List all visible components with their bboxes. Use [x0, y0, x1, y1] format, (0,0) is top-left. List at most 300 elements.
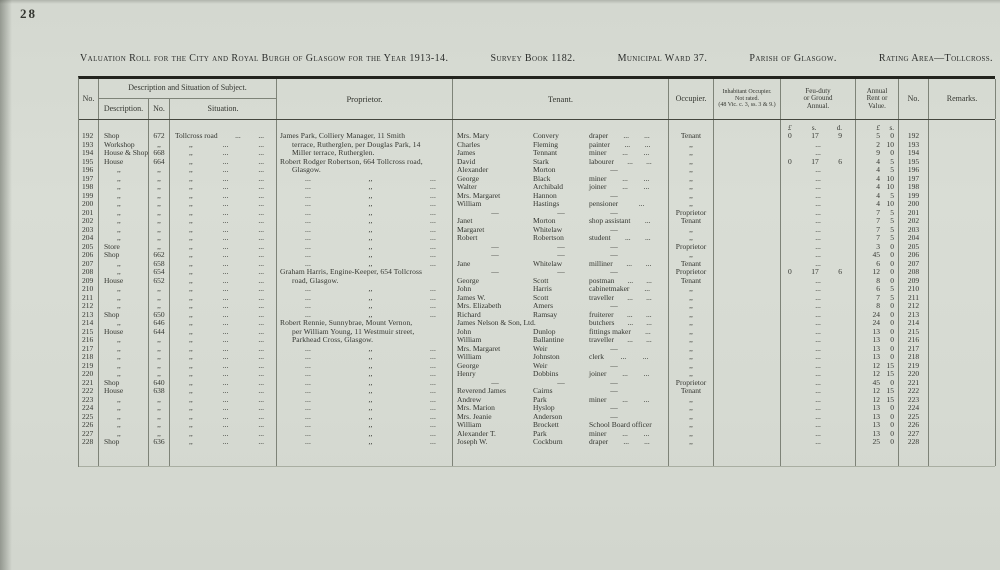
cell-feu-duty: ... — [781, 200, 856, 209]
cell-description: House — [99, 158, 149, 167]
cell-annual-rent: 6 5 — [856, 285, 899, 294]
cell-situation: ,, ... ... — [170, 200, 277, 209]
cell-tenant: Richard Ramsay fruiterer ... ... — [453, 311, 669, 320]
table-header — [79, 79, 995, 120]
cell-entry-no: 204 — [79, 234, 99, 243]
cell-tenant: Reverend James Cairns — — [453, 387, 669, 396]
cell-entry-no-right: 218 — [899, 353, 929, 362]
cell-proprietor: ... ,, ... — [277, 175, 453, 184]
cell-remarks — [929, 234, 996, 243]
cell-inhabitant-occupier — [714, 285, 781, 294]
cell-street-no: ,, — [149, 370, 170, 379]
cell-inhabitant-occupier — [714, 404, 781, 413]
cell-tenant: Mrs. Mary Convery draper ... ... — [453, 132, 669, 141]
cell-description: ,, — [99, 294, 149, 303]
cell-entry-no: 218 — [79, 353, 99, 362]
cell-street-no: ,, — [149, 183, 170, 192]
cell-entry-no: 227 — [79, 430, 99, 439]
cell-proprietor: ... ,, ... — [277, 200, 453, 209]
table-footer-space — [79, 447, 995, 467]
cell-description: Shop — [99, 438, 149, 447]
cell-remarks — [929, 396, 996, 405]
cell-inhabitant-occupier — [714, 379, 781, 388]
cell-occupier: ,, — [669, 311, 714, 320]
cell-annual-rent: 13 0 — [856, 336, 899, 345]
cell-entry-no: 223 — [79, 396, 99, 405]
cell-entry-no-right: 196 — [899, 166, 929, 175]
cell-annual-rent: 7 5 — [856, 217, 899, 226]
cell-entry-no-right: 192 — [899, 132, 929, 141]
header-feu-duty: Feu-duty or Ground Annual. — [781, 79, 856, 119]
cell-inhabitant-occupier — [714, 311, 781, 320]
cell-inhabitant-occupier — [714, 234, 781, 243]
cell-entry-no-right: 202 — [899, 217, 929, 226]
cell-inhabitant-occupier — [714, 226, 781, 235]
cell-feu-duty: ... — [781, 370, 856, 379]
cell-entry-no: 219 — [79, 362, 99, 371]
cell-entry-no: 209 — [79, 277, 99, 286]
cell-feu-duty: ... — [781, 421, 856, 430]
cell-description: ,, — [99, 370, 149, 379]
cell-occupier: ,, — [669, 421, 714, 430]
cell-entry-no: 212 — [79, 302, 99, 311]
cell-street-no: 654 — [149, 268, 170, 277]
cell-street-no: 662 — [149, 251, 170, 260]
cell-tenant: — — — — [453, 379, 669, 388]
cell-annual-rent: 3 0 — [856, 243, 899, 252]
cell-proprietor: ... ,, ... — [277, 362, 453, 371]
cell-occupier: Proprietor — [669, 243, 714, 252]
cell-feu-duty: ... — [781, 404, 856, 413]
cell-inhabitant-occupier — [714, 183, 781, 192]
cell-situation: ,, ... ... — [170, 183, 277, 192]
cell-feu-duty: ... — [781, 379, 856, 388]
cell-feu-duty: ... — [781, 294, 856, 303]
cell-inhabitant-occupier — [714, 209, 781, 218]
cell-inhabitant-occupier — [714, 243, 781, 252]
cell-situation: ,, ... ... — [170, 438, 277, 447]
cell-inhabitant-occupier — [714, 132, 781, 141]
cell-remarks — [929, 319, 996, 328]
cell-annual-rent: 8 0 — [856, 277, 899, 286]
cell-entry-no-right: 214 — [899, 319, 929, 328]
cell-situation: ,, ... ... — [170, 243, 277, 252]
cell-feu-duty: ... — [781, 183, 856, 192]
cell-remarks — [929, 183, 996, 192]
cell-annual-rent: 4 10 — [856, 175, 899, 184]
cell-tenant: William Johnston clerk ... ... — [453, 353, 669, 362]
cell-proprietor: ... ,, ... — [277, 353, 453, 362]
cell-occupier: ,, — [669, 438, 714, 447]
cell-annual-rent: 13 0 — [856, 404, 899, 413]
cell-street-no: 638 — [149, 387, 170, 396]
cell-feu-duty: ... — [781, 209, 856, 218]
cell-remarks — [929, 141, 996, 150]
cell-occupier: ,, — [669, 200, 714, 209]
cell-entry-no-right: 213 — [899, 311, 929, 320]
cell-proprietor: ... ,, ... — [277, 302, 453, 311]
cell-annual-rent: 13 0 — [856, 430, 899, 439]
cell-feu-duty: ... — [781, 217, 856, 226]
cell-remarks — [929, 438, 996, 447]
cell-inhabitant-occupier — [714, 158, 781, 167]
cell-remarks — [929, 149, 996, 158]
cell-description: House — [99, 387, 149, 396]
cell-occupier: ,, — [669, 158, 714, 167]
cell-remarks — [929, 277, 996, 286]
cell-situation: ,, ... ... — [170, 294, 277, 303]
cell-entry-no: 228 — [79, 438, 99, 447]
cell-feu-duty: ... — [781, 319, 856, 328]
header-annual-rent: Annual Rent or Value. — [856, 79, 899, 119]
cell-annual-rent: 4 5 — [856, 158, 899, 167]
cell-entry-no-right: 215 — [899, 328, 929, 337]
cell-annual-rent: 45 0 — [856, 379, 899, 388]
rent-units: £ s. — [856, 120, 899, 132]
cell-remarks — [929, 336, 996, 345]
cell-street-no: 668 — [149, 149, 170, 158]
cell-proprietor: ... ,, ... — [277, 183, 453, 192]
cell-feu-duty: ... — [781, 311, 856, 320]
cell-inhabitant-occupier — [714, 302, 781, 311]
cell-situation: ,, ... ... — [170, 285, 277, 294]
cell-tenant: William Brockett School Board officer — [453, 421, 669, 430]
cell-proprietor: ... ,, ... — [277, 421, 453, 430]
cell-feu-duty: ... — [781, 234, 856, 243]
cell-description: ,, — [99, 217, 149, 226]
cell-inhabitant-occupier — [714, 413, 781, 422]
cell-street-no: ,, — [149, 404, 170, 413]
cell-description: Shop — [99, 251, 149, 260]
cell-description: ,, — [99, 260, 149, 269]
cell-entry-no-right: 197 — [899, 175, 929, 184]
cell-tenant: Margaret Whitelaw — — [453, 226, 669, 235]
cell-entry-no: 226 — [79, 421, 99, 430]
cell-entry-no-right: 194 — [899, 149, 929, 158]
cell-entry-no: 206 — [79, 251, 99, 260]
cell-street-no: ,, — [149, 430, 170, 439]
cell-entry-no-right: 226 — [899, 421, 929, 430]
cell-entry-no-right: 221 — [899, 379, 929, 388]
cell-remarks — [929, 379, 996, 388]
cell-remarks — [929, 132, 996, 141]
cell-proprietor: ... ,, ... — [277, 396, 453, 405]
cell-entry-no: 208 — [79, 268, 99, 277]
cell-proprietor: per William Young, 11 Westmuir street, — [277, 328, 453, 337]
cell-feu-duty: 0 17 6 — [781, 158, 856, 167]
cell-street-no: 672 — [149, 132, 170, 141]
cell-proprietor: ... ,, ... — [277, 217, 453, 226]
cell-remarks — [929, 268, 996, 277]
cell-entry-no-right: 204 — [899, 234, 929, 243]
cell-tenant: Walter Archibald joiner ... ... — [453, 183, 669, 192]
header-inhabitant-occupier: Inhabitant Occupier. Not rated. (48 Vic. c. 3, ss. 3 & 9.) — [714, 79, 781, 119]
cell-remarks — [929, 430, 996, 439]
cell-proprietor: Robert Rodger Robertson, 664 Tollcross road, — [277, 158, 453, 167]
cell-street-no: 644 — [149, 328, 170, 337]
cell-proprietor: Miller terrace, Rutherglen. — [277, 149, 453, 158]
cell-entry-no-right: 199 — [899, 192, 929, 201]
cell-street-no: 636 — [149, 438, 170, 447]
cell-tenant: John Harris cabinetmaker ... — [453, 285, 669, 294]
cell-inhabitant-occupier — [714, 370, 781, 379]
cell-street-no: ,, — [149, 302, 170, 311]
cell-entry-no: 196 — [79, 166, 99, 175]
cell-entry-no-right: 217 — [899, 345, 929, 354]
cell-occupier: ,, — [669, 328, 714, 337]
cell-proprietor: road, Glasgow. — [277, 277, 453, 286]
cell-description: ,, — [99, 175, 149, 184]
cell-situation: ,, ... ... — [170, 251, 277, 260]
cell-inhabitant-occupier — [714, 336, 781, 345]
cell-remarks — [929, 243, 996, 252]
cell-annual-rent: 8 0 — [856, 302, 899, 311]
cell-inhabitant-occupier — [714, 200, 781, 209]
cell-annual-rent: 12 15 — [856, 370, 899, 379]
cell-inhabitant-occupier — [714, 319, 781, 328]
cell-occupier: Tenant — [669, 277, 714, 286]
cell-annual-rent: 24 0 — [856, 311, 899, 320]
cell-occupier: Tenant — [669, 260, 714, 269]
cell-street-no: ,, — [149, 192, 170, 201]
cell-proprietor: ... ,, ... — [277, 209, 453, 218]
cell-street-no: ,, — [149, 396, 170, 405]
cell-description: ,, — [99, 404, 149, 413]
cell-annual-rent: 13 0 — [856, 328, 899, 337]
cell-annual-rent: 12 15 — [856, 362, 899, 371]
cell-entry-no-right: 210 — [899, 285, 929, 294]
cell-annual-rent: 7 5 — [856, 234, 899, 243]
cell-situation: ,, ... ... — [170, 311, 277, 320]
cell-street-no: ,, — [149, 362, 170, 371]
cell-inhabitant-occupier — [714, 260, 781, 269]
cell-feu-duty: 0 17 6 — [781, 268, 856, 277]
cell-street-no: 640 — [149, 379, 170, 388]
cell-description: Shop — [99, 379, 149, 388]
header-situation: Situation. — [170, 99, 277, 119]
header-description: Description. — [99, 99, 149, 119]
cell-tenant: Henry Dobbins joiner ... ... — [453, 370, 669, 379]
cell-occupier: ,, — [669, 149, 714, 158]
cell-occupier: ,, — [669, 141, 714, 150]
cell-street-no: ,, — [149, 285, 170, 294]
cell-remarks — [929, 158, 996, 167]
cell-inhabitant-occupier — [714, 175, 781, 184]
cell-entry-no-right: 211 — [899, 294, 929, 303]
cell-situation: ,, ... ... — [170, 362, 277, 371]
cell-description: ,, — [99, 166, 149, 175]
cell-entry-no: 220 — [79, 370, 99, 379]
cell-tenant: Mrs. Jeanie Anderson — — [453, 413, 669, 422]
cell-proprietor: ... ,, ... — [277, 260, 453, 269]
cell-proprietor: James Park, Colliery Manager, 11 Smith — [277, 132, 453, 141]
feu-units: £ s. d. — [781, 120, 856, 132]
cell-entry-no: 205 — [79, 243, 99, 252]
cell-proprietor: Glasgow. — [277, 166, 453, 175]
cell-street-no: ,, — [149, 413, 170, 422]
title-rating-area: Rating Area—Tollcross. — [878, 53, 993, 64]
cell-tenant: — — — — [453, 251, 669, 260]
cell-feu-duty: ... — [781, 345, 856, 354]
cell-tenant: William Ballantine traveller ... ... — [453, 336, 669, 345]
cell-situation: Tollcross road ... ... — [170, 132, 277, 141]
cell-feu-duty: ... — [781, 438, 856, 447]
cell-annual-rent: 7 5 — [856, 226, 899, 235]
cell-tenant: Charles Fleming painter ... ... — [453, 141, 669, 150]
cell-description: ,, — [99, 226, 149, 235]
cell-occupier: ,, — [669, 251, 714, 260]
cell-occupier: ,, — [669, 430, 714, 439]
cell-street-no: ,, — [149, 175, 170, 184]
cell-remarks — [929, 285, 996, 294]
cell-remarks — [929, 362, 996, 371]
cell-remarks — [929, 311, 996, 320]
cell-annual-rent: 7 5 — [856, 209, 899, 218]
cell-street-no: 652 — [149, 277, 170, 286]
cell-entry-no-right: 227 — [899, 430, 929, 439]
cell-description: ,, — [99, 396, 149, 405]
cell-tenant: John Dunlop fittings maker ... — [453, 328, 669, 337]
cell-feu-duty: ... — [781, 260, 856, 269]
cell-occupier: Tenant — [669, 217, 714, 226]
cell-remarks — [929, 404, 996, 413]
cell-inhabitant-occupier — [714, 387, 781, 396]
cell-tenant: William Hastings pensioner ... — [453, 200, 669, 209]
cell-situation: ,, ... ... — [170, 260, 277, 269]
cell-proprietor: ... ,, ... — [277, 294, 453, 303]
cell-street-no: ,, — [149, 209, 170, 218]
cell-situation: ,, ... ... — [170, 319, 277, 328]
cell-description: ,, — [99, 362, 149, 371]
cell-entry-no: 197 — [79, 175, 99, 184]
cell-proprietor: ... ,, ... — [277, 285, 453, 294]
cell-description: House — [99, 328, 149, 337]
cell-entry-no-right: 203 — [899, 226, 929, 235]
cell-entry-no-right: 212 — [899, 302, 929, 311]
cell-occupier: ,, — [669, 319, 714, 328]
table-body — [79, 132, 995, 447]
cell-tenant: James Nelson & Son, Ltd. butchers ... ... — [453, 319, 669, 328]
title-survey-book: Survey Book 1182. — [490, 53, 576, 64]
cell-entry-no-right: 198 — [899, 183, 929, 192]
cell-inhabitant-occupier — [714, 277, 781, 286]
cell-street-no: 664 — [149, 158, 170, 167]
cell-street-no: ,, — [149, 226, 170, 235]
cell-inhabitant-occupier — [714, 268, 781, 277]
cell-annual-rent: 13 0 — [856, 413, 899, 422]
title-municipal-ward: Municipal Ward 37. — [617, 53, 708, 64]
cell-feu-duty: ... — [781, 243, 856, 252]
cell-feu-duty: ... — [781, 302, 856, 311]
cell-description: ,, — [99, 353, 149, 362]
cell-occupier: Tenant — [669, 132, 714, 141]
page-top-edge-shadow — [0, 0, 1000, 4]
cell-entry-no-right: 223 — [899, 396, 929, 405]
cell-description: ,, — [99, 430, 149, 439]
cell-entry-no: 201 — [79, 209, 99, 218]
cell-remarks — [929, 200, 996, 209]
cell-annual-rent: 6 0 — [856, 260, 899, 269]
cell-feu-duty: ... — [781, 166, 856, 175]
cell-street-no: 658 — [149, 260, 170, 269]
cell-situation: ,, ... ... — [170, 353, 277, 362]
cell-tenant: Jane Whitelaw milliner ... ... — [453, 260, 669, 269]
cell-situation: ,, ... ... — [170, 370, 277, 379]
cell-annual-rent: 24 0 — [856, 319, 899, 328]
cell-entry-no-right: 195 — [899, 158, 929, 167]
document-title — [80, 53, 993, 64]
cell-feu-duty: ... — [781, 285, 856, 294]
title-main: Valuation Roll for the City and Royal Burgh of Glasgow for the Year 1913-14. — [80, 53, 449, 64]
cell-annual-rent: 13 0 — [856, 353, 899, 362]
cell-feu-duty: ... — [781, 175, 856, 184]
cell-entry-no: 213 — [79, 311, 99, 320]
cell-tenant: Mrs. Elizabeth Amers — — [453, 302, 669, 311]
cell-feu-duty: ... — [781, 251, 856, 260]
page-number: 28 — [20, 6, 37, 21]
cell-annual-rent: 45 0 — [856, 251, 899, 260]
page-left-edge-shadow — [0, 0, 12, 570]
cell-description: Shop — [99, 132, 149, 141]
cell-entry-no-right: 225 — [899, 413, 929, 422]
cell-tenant: Joseph W. Cockburn draper ... ... — [453, 438, 669, 447]
cell-tenant: David Stark labourer ... ... — [453, 158, 669, 167]
cell-situation: ,, ... ... — [170, 217, 277, 226]
cell-situation: ,, ... ... — [170, 141, 277, 150]
cell-remarks — [929, 260, 996, 269]
cell-proprietor: Robert Rennie, Sunnybrae, Mount Vernon, — [277, 319, 453, 328]
cell-entry-no: 192 — [79, 132, 99, 141]
cell-entry-no: 199 — [79, 192, 99, 201]
cell-entry-no-right: 224 — [899, 404, 929, 413]
cell-entry-no: 207 — [79, 260, 99, 269]
cell-entry-no-right: 209 — [899, 277, 929, 286]
cell-description: ,, — [99, 234, 149, 243]
cell-entry-no-right: 206 — [899, 251, 929, 260]
cell-occupier: ,, — [669, 175, 714, 184]
cell-annual-rent: 13 0 — [856, 421, 899, 430]
header-tenant: Tenant. — [453, 79, 669, 119]
cell-inhabitant-occupier — [714, 421, 781, 430]
cell-occupier: ,, — [669, 302, 714, 311]
cell-street-no: ,, — [149, 421, 170, 430]
cell-situation: ,, ... ... — [170, 166, 277, 175]
cell-tenant: Alexander Morton — — [453, 166, 669, 175]
cell-proprietor: ... ,, ... — [277, 226, 453, 235]
cell-description: Workshop — [99, 141, 149, 150]
cell-description: ,, — [99, 421, 149, 430]
cell-description: ,, — [99, 285, 149, 294]
cell-tenant: Mrs. Marion Hyslop — — [453, 404, 669, 413]
cell-occupier: ,, — [669, 336, 714, 345]
cell-tenant: George Weir — — [453, 362, 669, 371]
valuation-roll-table — [78, 76, 995, 467]
cell-inhabitant-occupier — [714, 328, 781, 337]
cell-inhabitant-occupier — [714, 192, 781, 201]
cell-proprietor: ... ,, ... — [277, 192, 453, 201]
header-description-group: Description and Situation of Subject. — [99, 79, 277, 99]
cell-occupier: ,, — [669, 294, 714, 303]
cell-occupier: ,, — [669, 353, 714, 362]
cell-entry-no-right: 207 — [899, 260, 929, 269]
cell-annual-rent: 9 0 — [856, 149, 899, 158]
cell-annual-rent: 12 15 — [856, 396, 899, 405]
cell-entry-no: 222 — [79, 387, 99, 396]
cell-tenant: James Tennant miner ... ... — [453, 149, 669, 158]
cell-entry-no: 216 — [79, 336, 99, 345]
cell-entry-no: 198 — [79, 183, 99, 192]
cell-proprietor: ... ,, ... — [277, 345, 453, 354]
